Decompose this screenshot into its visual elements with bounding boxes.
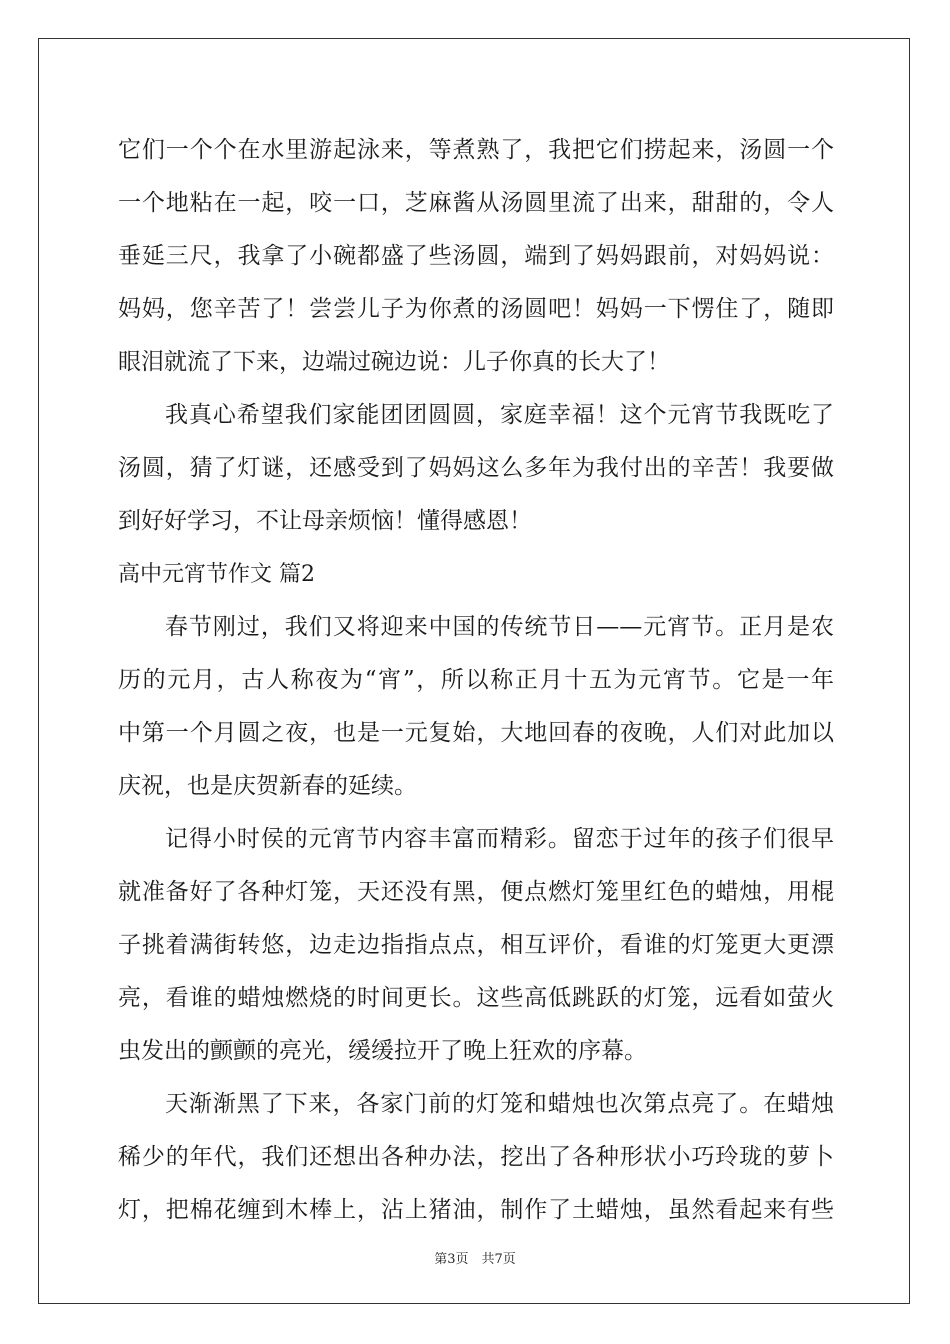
text-line: 汤圆，猜了灯谜，还感受到了妈妈这么多年为我付出的辛苦！我要做 xyxy=(118,455,834,481)
text-line: 天渐渐黑了下来，各家门前的灯笼和蜡烛也次第点亮了。在蜡烛 xyxy=(165,1091,834,1117)
text-line: 庆祝，也是庆贺新春的延续。 xyxy=(118,773,417,799)
text-line: 中第一个月圆之夜，也是一元复始，大地回春的夜晚，人们对此加以 xyxy=(118,720,834,746)
text-line: 就准备好了各种灯笼，天还没有黑，便点燃灯笼里红色的蜡烛，用棍 xyxy=(118,879,834,905)
text-line: 记得小时侯的元宵节内容丰富而精彩。留恋于过年的孩子们很早 xyxy=(165,826,834,852)
text-line: 虫发出的颤颤的亮光，缓缓拉开了晚上狂欢的序幕。 xyxy=(118,1038,647,1064)
text-line: 一个地粘在一起，咬一口，芝麻酱从汤圆里流了出来，甜甜的，令人 xyxy=(118,190,834,216)
text-line: 眼泪就流了下来，边端过碗边说：儿子你真的长大了！ xyxy=(118,349,670,375)
text-line: 到好好学习，不让母亲烦恼！懂得感恩！ xyxy=(118,508,532,534)
document-body xyxy=(118,124,834,1237)
text-line: 它们一个个在水里游起泳来，等煮熟了，我把它们捞起来，汤圆一个 xyxy=(118,137,834,163)
page-number-footer: 第3页 共7页 xyxy=(434,1252,516,1267)
text-line: 子挑着满街转悠，边走边指指点点，相互评价，看谁的灯笼更大更漂 xyxy=(118,932,834,958)
text-line: 稀少的年代，我们还想出各种办法，挖出了各种形状小巧玲珑的萝卜 xyxy=(118,1144,834,1170)
text-line: 灯，把棉花缠到木棒上，沾上猪油，制作了土蜡烛，虽然看起来有些 xyxy=(118,1197,834,1223)
text-line: 我真心希望我们家能团团圆圆，家庭幸福！这个元宵节我既吃了 xyxy=(165,402,834,428)
text-line: 妈妈，您辛苦了！尝尝儿子为你煮的汤圆吧！妈妈一下愣住了，随即 xyxy=(118,296,834,322)
text-line: 春节刚过，我们又将迎来中国的传统节日——元宵节。正月是农 xyxy=(165,614,834,640)
text-line: 历的元月，古人称夜为“宵”，所以称正月十五为元宵节。它是一年 xyxy=(118,667,834,693)
section-heading: 高中元宵节作文 篇2 xyxy=(118,562,315,587)
text-line: 亮，看谁的蜡烛燃烧的时间更长。这些高低跳跃的灯笼，远看如萤火 xyxy=(118,985,834,1011)
text-line: 垂延三尺，我拿了小碗都盛了些汤圆，端到了妈妈跟前，对妈妈说： xyxy=(118,243,834,269)
